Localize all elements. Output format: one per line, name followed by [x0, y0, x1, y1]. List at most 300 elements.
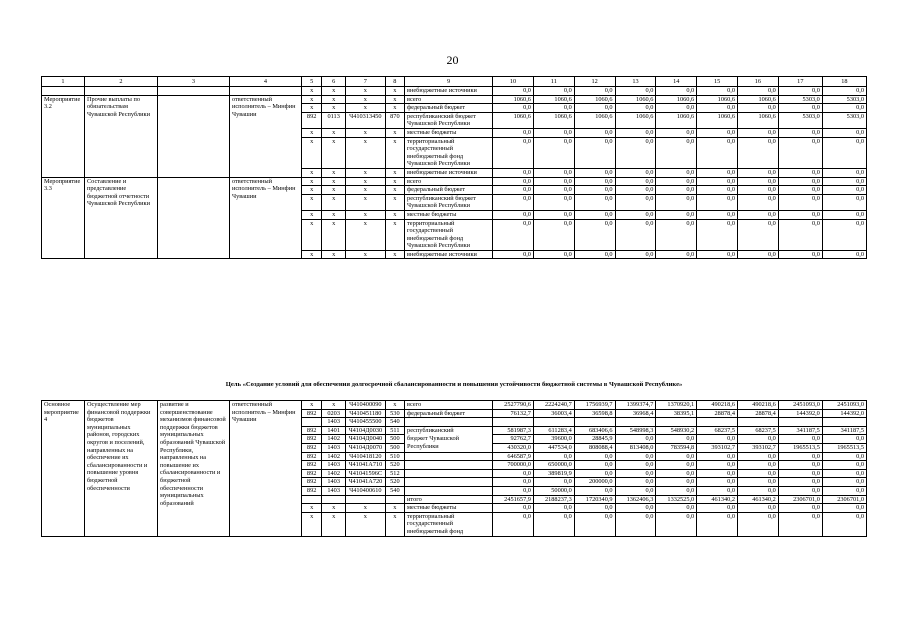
table-cell: 1402 [322, 452, 346, 461]
table-cell: 38395,1 [656, 409, 697, 418]
table-cell: 0,0 [615, 104, 656, 113]
table-cell: 0,0 [778, 87, 822, 96]
table-cell: 0,0 [822, 219, 866, 250]
column-header: 15 [697, 77, 738, 87]
goal-heading: Цель «Создание условий для обеспечения долгосрочной сбалансированности и повышения устойчивости бюджетной системы в Чувашской Республике» [225, 381, 683, 388]
table-cell: x [345, 104, 385, 113]
table-cell: 0,0 [738, 435, 779, 444]
table-cell: 892 [301, 469, 321, 478]
table-cell: 0,0 [656, 104, 697, 113]
table-cell: x [385, 512, 404, 536]
table-cell: 0,0 [533, 186, 574, 195]
table-cell: 0,0 [778, 512, 822, 536]
table-cell: 0,0 [697, 128, 738, 137]
table-cell: 0,0 [574, 168, 615, 177]
table-cell: 0,0 [493, 137, 534, 168]
table-cell: 0,0 [738, 219, 779, 250]
table-cell: 1060,6 [656, 112, 697, 128]
table-cell: 813408,0 [615, 443, 656, 452]
table-cell: 1403 [322, 461, 346, 470]
column-header: 10 [493, 77, 534, 87]
table-cell: 0,0 [615, 87, 656, 96]
row-header-cell: Мероприятие 3.2 [42, 95, 85, 177]
table-cell [778, 418, 822, 427]
table-cell: 2306701,0 [778, 495, 822, 504]
table-cell: 0,0 [738, 478, 779, 487]
table-cell: x [385, 137, 404, 168]
table-cell: внебюджетные источники [405, 168, 493, 177]
table-cell: 548998,3 [615, 426, 656, 435]
table-cell: 0,0 [533, 504, 574, 513]
table-cell: 1403 [322, 418, 346, 427]
table-cell: 0,0 [656, 87, 697, 96]
table-cell: x [301, 219, 321, 250]
table-cell: 0,0 [533, 250, 574, 259]
row-header-cell: ответственный исполнитель – Минфин Чувашии [229, 177, 301, 259]
table-cell: 0,0 [697, 512, 738, 536]
table-cell: 0,0 [822, 461, 866, 470]
table-cell: Ч410418120 [345, 452, 385, 461]
table-cell: 0,0 [493, 504, 534, 513]
table-cell: 341187,5 [778, 426, 822, 435]
table-cell: x [301, 194, 321, 210]
table-cell: 0,0 [533, 478, 574, 487]
table-row [42, 95, 867, 104]
table-cell: 0,0 [615, 177, 656, 186]
table-cell: x [345, 95, 385, 104]
table-cell: Ч41041A710 [345, 461, 385, 470]
table-cell: 1403 [322, 486, 346, 495]
table-cell [405, 478, 493, 487]
table-cell: 540 [385, 486, 404, 495]
table-cell: всего [405, 177, 493, 186]
table-cell [405, 486, 493, 495]
table-cell: местные бюджеты [405, 210, 493, 219]
table-cell: 1403 [322, 443, 346, 452]
table-cell: 68237,5 [697, 426, 738, 435]
table-cell: 0,0 [822, 478, 866, 487]
table-cell: 892 [301, 461, 321, 470]
table-cell: 0,0 [656, 461, 697, 470]
table-row [42, 177, 867, 186]
table-cell: итого [405, 495, 493, 504]
table-cell: x [345, 250, 385, 259]
table-cell: федеральный бюджет [405, 104, 493, 113]
table-cell: республиканский [405, 426, 493, 435]
table-cell: 520 [385, 478, 404, 487]
table-cell: 0,0 [778, 219, 822, 250]
table-cell: 0,0 [822, 210, 866, 219]
table-cell: 0,0 [778, 486, 822, 495]
table-cell: x [301, 512, 321, 536]
table-cell: x [345, 137, 385, 168]
table-cell: 0,0 [574, 210, 615, 219]
table-cell: 393102,7 [697, 443, 738, 452]
table-cell: 892 [301, 409, 321, 418]
table-cell [615, 418, 656, 427]
table-cell: 0,0 [493, 194, 534, 210]
table-cell: 0,0 [778, 194, 822, 210]
table-cell [533, 418, 574, 427]
row-header-cell: развитие и совершенствование механизмов финансовой поддержки бюджетов муниципальных образований Чувашской Республики, направленных на повышение их сбалансированности и бюджетной обеспеченности муниципальных образований [158, 401, 230, 537]
table-cell: 2451093,0 [822, 401, 866, 410]
column-header: 6 [322, 77, 346, 87]
table-cell: 500 [385, 435, 404, 444]
table-cell: 36598,8 [574, 409, 615, 418]
table-cell: 2527790,6 [493, 401, 534, 410]
table-cell: x [345, 194, 385, 210]
table-cell: 5303,0 [822, 95, 866, 104]
table-cell: 490218,6 [697, 401, 738, 410]
table-cell: 0,0 [656, 219, 697, 250]
table-cell: 0,0 [822, 186, 866, 195]
table-cell: 0,0 [738, 87, 779, 96]
table-cell: 1060,6 [574, 112, 615, 128]
table-cell: 0,0 [738, 186, 779, 195]
table-cell: x [385, 219, 404, 250]
column-header: 17 [778, 77, 822, 87]
table-cell: 1060,6 [615, 112, 656, 128]
table-cell: 0,0 [656, 128, 697, 137]
table-cell: 50000,0 [533, 486, 574, 495]
table-cell: 28845,9 [574, 435, 615, 444]
table-cell: 0,0 [533, 168, 574, 177]
table-cell: 0,0 [822, 177, 866, 186]
table-cell: x [301, 128, 321, 137]
table-cell: 0,0 [656, 512, 697, 536]
table-cell: x [301, 504, 321, 513]
table-cell [738, 418, 779, 427]
table-cell: 892 [301, 443, 321, 452]
table-cell: 0,0 [697, 461, 738, 470]
table-cell: 0,0 [697, 104, 738, 113]
table-cell: 611283,4 [533, 426, 574, 435]
table-cell: 1060,6 [493, 112, 534, 128]
row-header-cell: ответственный исполнитель – Минфин Чувашии [229, 401, 301, 537]
table-cell: 0,0 [574, 461, 615, 470]
table-cell: 0,0 [697, 469, 738, 478]
table-cell: республиканский бюджет Чувашской Республики [405, 194, 493, 210]
table-cell: 0,0 [615, 194, 656, 210]
table-cell: 1362406,3 [615, 495, 656, 504]
table-cell: 0,0 [615, 250, 656, 259]
table-cell: 1060,6 [493, 95, 534, 104]
table-cell: 0,0 [697, 452, 738, 461]
table-cell: 512 [385, 469, 404, 478]
table-cell: 892 [301, 426, 321, 435]
table-cell: 0,0 [656, 177, 697, 186]
table-cell: 2451657,9 [493, 495, 534, 504]
table-cell: 0,0 [697, 486, 738, 495]
table-cell: 0,0 [615, 504, 656, 513]
table-cell: x [345, 128, 385, 137]
table-cell: 0,0 [778, 250, 822, 259]
page-number: 20 [446, 53, 459, 67]
table-cell: 683406,6 [574, 426, 615, 435]
table-cell: x [345, 168, 385, 177]
table-cell: 0,0 [656, 452, 697, 461]
table-cell: 0,0 [738, 137, 779, 168]
table-cell: местные бюджеты [405, 128, 493, 137]
table-cell: 0,0 [697, 478, 738, 487]
table-cell: 1403 [322, 478, 346, 487]
table-cell: 0,0 [697, 250, 738, 259]
table-cell: 0,0 [574, 504, 615, 513]
table-cell: 1060,6 [574, 95, 615, 104]
table-cell: 0,0 [778, 168, 822, 177]
table-cell: x [301, 250, 321, 259]
table-cell: x [301, 87, 321, 96]
row-header-cell: Составление и представление бюджетной отчетности Чувашской Республики [84, 177, 157, 259]
column-header: 8 [385, 77, 404, 87]
row-header-cell: ответственный исполнитель – Минфин Чувашии [229, 95, 301, 177]
table-cell: 0,0 [493, 219, 534, 250]
table-cell: 783594,8 [656, 443, 697, 452]
table-cell: 2451093,0 [778, 401, 822, 410]
table-cell: 0,0 [533, 219, 574, 250]
table-cell: 0,0 [656, 168, 697, 177]
table-cell: x [322, 250, 346, 259]
table-cell: 5303,0 [778, 95, 822, 104]
table-cell: 393102,7 [738, 443, 779, 452]
header-row [42, 77, 867, 87]
table-cell: 144392,0 [822, 409, 866, 418]
table-cell: 0,0 [822, 87, 866, 96]
table-cell: Ч410455500 [345, 418, 385, 427]
table-cell: 0,0 [615, 486, 656, 495]
table-cell: 1060,6 [697, 95, 738, 104]
table-cell: 0203 [322, 409, 346, 418]
table-cell: 1060,6 [738, 95, 779, 104]
table-cell [301, 495, 321, 504]
table-cell: 0,0 [574, 250, 615, 259]
table-cell: 0,0 [615, 478, 656, 487]
table-cell: 0,0 [615, 461, 656, 470]
table-cell: 0,0 [493, 168, 534, 177]
row-header-cell [158, 87, 230, 96]
table-cell: 0,0 [656, 435, 697, 444]
table-cell: x [322, 177, 346, 186]
table-cell: 0,0 [822, 486, 866, 495]
table-cell: 0,0 [533, 194, 574, 210]
row-header-cell: Прочие выплаты по обязательствам Чувашской Республики [84, 95, 157, 177]
table-cell: 0,0 [615, 452, 656, 461]
table-cell: 0,0 [822, 168, 866, 177]
table-cell: 0,0 [738, 194, 779, 210]
table-cell: местные бюджеты [405, 504, 493, 513]
table-cell: 1060,6 [533, 112, 574, 128]
table-cell: 0,0 [533, 87, 574, 96]
table-cell: 2306701,0 [822, 495, 866, 504]
table-cell: 0,0 [822, 250, 866, 259]
table-cell: 5303,0 [822, 112, 866, 128]
row-header-cell: Осуществление мер финансовой поддержки бюджетов муниципальных районов, городских округов и поселений, направленных на обеспечение их сбалансированности и повышение уровня бюджетной обеспеченности [84, 401, 157, 537]
table-cell: 0,0 [615, 219, 656, 250]
table-cell: 1370920,1 [656, 401, 697, 410]
table-cell: 0,0 [574, 87, 615, 96]
table-cell [697, 418, 738, 427]
table-cell: 0,0 [656, 478, 697, 487]
table-cell: 581987,3 [493, 426, 534, 435]
table-cell: 0,0 [574, 137, 615, 168]
table-cell: x [322, 210, 346, 219]
column-header: 11 [533, 77, 574, 87]
table-cell: x [322, 95, 346, 104]
table-cell: 1720340,9 [574, 495, 615, 504]
table-cell: 0,0 [738, 504, 779, 513]
table-cell: x [301, 177, 321, 186]
table-cell: 0,0 [697, 435, 738, 444]
table-cell: 0,0 [778, 128, 822, 137]
table-cell: 0,0 [778, 137, 822, 168]
table-cell: 0,0 [493, 469, 534, 478]
table-cell: x [301, 137, 321, 168]
table-cell: x [385, 87, 404, 96]
table-cell: 144392,0 [778, 409, 822, 418]
table-cell: 0,0 [533, 210, 574, 219]
table-cell: 1965513,5 [822, 443, 866, 452]
table-cell: 0,0 [574, 104, 615, 113]
table-cell: 1060,6 [533, 95, 574, 104]
table-cell: республиканский бюджет Чувашской Республики [405, 112, 493, 128]
table-cell: 0,0 [574, 469, 615, 478]
table-cell [301, 418, 321, 427]
budget-table-top [41, 76, 867, 259]
table-cell: 0,0 [533, 128, 574, 137]
table-cell: 0,0 [656, 194, 697, 210]
table-cell: Ч4104Д0030 [345, 426, 385, 435]
table-cell: 36003,4 [533, 409, 574, 418]
table-cell: 2224240,7 [533, 401, 574, 410]
table-cell: 0,0 [615, 128, 656, 137]
table-cell: 0,0 [738, 461, 779, 470]
table-cell: 76132,7 [493, 409, 534, 418]
table-cell: x [322, 512, 346, 536]
row-header-cell [158, 95, 230, 177]
table-cell: 548930,2 [656, 426, 697, 435]
table-cell: 0,0 [656, 210, 697, 219]
table-cell: 1756939,7 [574, 401, 615, 410]
table-cell: 0,0 [493, 186, 534, 195]
table-cell: x [385, 168, 404, 177]
table-cell: 892 [301, 112, 321, 128]
table-cell: 0,0 [574, 452, 615, 461]
table-cell: Ч410400610 [345, 486, 385, 495]
table-cell: 0,0 [697, 137, 738, 168]
table-cell: 92762,7 [493, 435, 534, 444]
table-cell: x [345, 186, 385, 195]
table-cell: 0,0 [574, 194, 615, 210]
table-cell: 0,0 [822, 104, 866, 113]
table-cell: 0,0 [493, 250, 534, 259]
table-cell: 808088,4 [574, 443, 615, 452]
table-cell: 0,0 [533, 137, 574, 168]
table-cell: 0,0 [778, 435, 822, 444]
table-cell: 0,0 [822, 504, 866, 513]
row-header-cell: Мероприятие 3.3 [42, 177, 85, 259]
table-cell: x [385, 210, 404, 219]
table-cell: бюджет Чувашской [405, 435, 493, 444]
table-cell: 28878,4 [738, 409, 779, 418]
table-cell: 0113 [322, 112, 346, 128]
table-cell: 2188237,3 [533, 495, 574, 504]
table-cell: федеральный бюджет [405, 409, 493, 418]
table-cell: 892 [301, 486, 321, 495]
table-cell: 1402 [322, 435, 346, 444]
table-cell: Ч410313450 [345, 112, 385, 128]
table-cell: 0,0 [697, 186, 738, 195]
row-header-cell: Основное мероприятие 4 [42, 401, 85, 537]
table-cell: 200000,0 [574, 478, 615, 487]
table-cell: 892 [301, 452, 321, 461]
table-cell: 0,0 [738, 210, 779, 219]
column-header: 4 [229, 77, 301, 87]
table-cell: 0,0 [493, 104, 534, 113]
table-cell: 0,0 [615, 168, 656, 177]
table-cell: 500 [385, 443, 404, 452]
table-cell [405, 418, 493, 427]
table-cell: 0,0 [822, 194, 866, 210]
table-cell: x [385, 401, 404, 410]
table-cell: Ч410400090 [345, 401, 385, 410]
table-cell [405, 461, 493, 470]
table-cell: 0,0 [533, 512, 574, 536]
table-cell: 510 [385, 452, 404, 461]
table-cell: 0,0 [574, 128, 615, 137]
table-cell: 0,0 [656, 186, 697, 195]
table-cell: x [322, 219, 346, 250]
table-cell: территориальный государственный внебюджетный фонд Чувашской Республики [405, 137, 493, 168]
table-cell: 0,0 [778, 469, 822, 478]
table-cell: 0,0 [738, 177, 779, 186]
table-cell: 430320,0 [493, 443, 534, 452]
table-cell: 0,0 [778, 461, 822, 470]
table-cell: 0,0 [778, 210, 822, 219]
table-row [42, 401, 867, 410]
table-cell [345, 495, 385, 504]
table-cell: 0,0 [656, 137, 697, 168]
table-cell: 0,0 [493, 478, 534, 487]
table-cell: территориальный государственный внебюджетный фонд Чувашской Республики [405, 219, 493, 250]
table-cell: 0,0 [574, 177, 615, 186]
table-cell: x [345, 219, 385, 250]
column-header: 7 [345, 77, 385, 87]
table-cell: 0,0 [656, 504, 697, 513]
table-cell: 0,0 [822, 469, 866, 478]
table-cell: внебюджетные источники [405, 87, 493, 96]
table-cell: 0,0 [656, 469, 697, 478]
table-cell: 5303,0 [778, 112, 822, 128]
table-cell: 490218,6 [738, 401, 779, 410]
table-cell: x [322, 194, 346, 210]
table-cell: 447534,0 [533, 443, 574, 452]
table-cell: x [322, 137, 346, 168]
table-cell: x [385, 95, 404, 104]
table-cell: Республики [405, 443, 493, 452]
table-cell: x [322, 104, 346, 113]
table-cell: 0,0 [738, 512, 779, 536]
table-cell: 0,0 [778, 452, 822, 461]
table-cell: 36968,4 [615, 409, 656, 418]
table-cell [322, 495, 346, 504]
budget-table-bottom [41, 400, 867, 537]
row-header-cell [42, 87, 85, 96]
table-cell: 1060,6 [656, 95, 697, 104]
table-cell: x [345, 87, 385, 96]
table-cell: 0,0 [574, 486, 615, 495]
table-cell: x [322, 401, 346, 410]
column-header: 5 [301, 77, 321, 87]
